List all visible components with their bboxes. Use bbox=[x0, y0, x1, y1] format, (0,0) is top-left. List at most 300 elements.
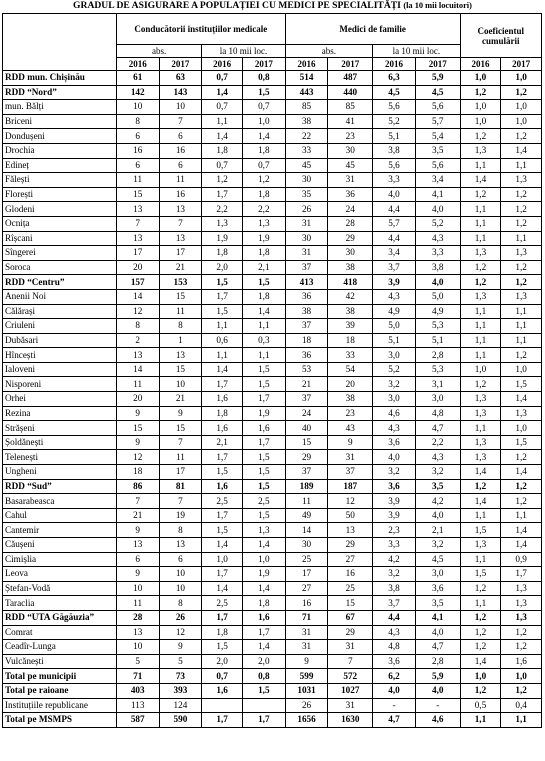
table-cell: 587 bbox=[116, 713, 159, 728]
table-cell: 1,5 bbox=[242, 362, 285, 377]
table-row bbox=[3, 508, 542, 523]
table-cell: 1656 bbox=[285, 713, 328, 728]
row-label: Criuleni bbox=[3, 319, 117, 334]
table-cell: 514 bbox=[285, 71, 328, 86]
row-label: Telenești bbox=[3, 450, 117, 465]
table-row bbox=[3, 187, 542, 202]
table-row bbox=[3, 289, 542, 304]
table-cell: 1,2 bbox=[460, 581, 501, 596]
table-cell: 403 bbox=[116, 683, 159, 698]
table-cell: 1,4 bbox=[242, 304, 285, 319]
table-cell: 37 bbox=[328, 465, 373, 480]
table-cell: 1,1 bbox=[460, 552, 501, 567]
table-cell: 17 bbox=[159, 465, 202, 480]
table-cell: 6,3 bbox=[373, 71, 416, 86]
table-cell: 1,8 bbox=[242, 596, 285, 611]
table-cell: 43 bbox=[328, 421, 373, 436]
table-cell: 6 bbox=[116, 129, 159, 144]
table-cell: 5,1 bbox=[373, 129, 416, 144]
table-cell: 11 bbox=[285, 494, 328, 509]
table-cell: 1,2 bbox=[460, 479, 501, 494]
table-cell: 30 bbox=[328, 246, 373, 261]
table-cell: 13 bbox=[328, 523, 373, 538]
table-cell: 1,1 bbox=[202, 114, 243, 129]
table-cell: 1,1 bbox=[501, 508, 542, 523]
header-year: 2017 bbox=[159, 58, 202, 71]
table-cell: 1,1 bbox=[242, 348, 285, 363]
table-cell: 3,8 bbox=[415, 260, 460, 275]
table-cell: 4,4 bbox=[373, 610, 416, 625]
table-cell: 5,2 bbox=[415, 216, 460, 231]
table-cell: 1,2 bbox=[501, 348, 542, 363]
table-cell: 38 bbox=[328, 304, 373, 319]
table-cell: 4,5 bbox=[415, 85, 460, 100]
table-cell: 1,3 bbox=[460, 435, 501, 450]
table-cell: 3,5 bbox=[415, 596, 460, 611]
header-per10k: la 10 mii loc. bbox=[373, 45, 460, 58]
table-row bbox=[3, 216, 542, 231]
table-cell: 12 bbox=[159, 625, 202, 640]
table-cell: 10 bbox=[159, 581, 202, 596]
table-row bbox=[3, 640, 542, 655]
row-label: RDD mun. Chișinău bbox=[3, 71, 117, 86]
table-cell: 4,0 bbox=[373, 450, 416, 465]
header-year: 2017 bbox=[415, 58, 460, 71]
row-label: RDD “Sud” bbox=[3, 479, 117, 494]
table-cell: 31 bbox=[328, 640, 373, 655]
table-cell: 30 bbox=[285, 173, 328, 188]
table-cell: 4,9 bbox=[373, 304, 416, 319]
table-cell: 33 bbox=[328, 348, 373, 363]
table-row bbox=[3, 158, 542, 173]
table-cell: 7 bbox=[159, 216, 202, 231]
table-cell: 1,2 bbox=[501, 640, 542, 655]
table-cell: 1,4 bbox=[460, 494, 501, 509]
table-row bbox=[3, 683, 542, 698]
table-row bbox=[3, 669, 542, 684]
table-cell: 1,4 bbox=[242, 129, 285, 144]
table-cell: 1,2 bbox=[501, 216, 542, 231]
table-cell: 28 bbox=[328, 216, 373, 231]
table-cell: 14 bbox=[285, 523, 328, 538]
table-cell: 5,6 bbox=[415, 158, 460, 173]
table-cell: 7 bbox=[116, 216, 159, 231]
table-cell: 53 bbox=[285, 362, 328, 377]
table-cell: 0,3 bbox=[242, 333, 285, 348]
table-cell: 13 bbox=[116, 348, 159, 363]
table-cell: 4,3 bbox=[415, 450, 460, 465]
header-conducatori: Conducătorii instituțiilor medicale bbox=[116, 14, 285, 45]
table-cell: 1,5 bbox=[242, 465, 285, 480]
row-label: Fălești bbox=[3, 173, 117, 188]
table-cell: 443 bbox=[285, 85, 328, 100]
table-cell: 42 bbox=[328, 289, 373, 304]
row-label: Ceadîr-Lunga bbox=[3, 640, 117, 655]
table-cell: 1,1 bbox=[242, 319, 285, 334]
table-cell: 5,6 bbox=[373, 100, 416, 115]
table-cell: 5,2 bbox=[373, 114, 416, 129]
table-row bbox=[3, 523, 542, 538]
table-cell: 16 bbox=[328, 567, 373, 582]
table-cell: 4,5 bbox=[415, 552, 460, 567]
table-cell: 1,1 bbox=[501, 304, 542, 319]
table-cell: 4,2 bbox=[415, 494, 460, 509]
table-cell: 1,0 bbox=[501, 669, 542, 684]
table-cell: 6 bbox=[159, 552, 202, 567]
table-cell: 2,2 bbox=[202, 202, 243, 217]
table-cell: 1,5 bbox=[202, 304, 243, 319]
table-row bbox=[3, 450, 542, 465]
table-cell: 7 bbox=[159, 114, 202, 129]
table-cell: 1,1 bbox=[202, 348, 243, 363]
table-cell: 12 bbox=[116, 450, 159, 465]
table-cell: 81 bbox=[159, 479, 202, 494]
table-cell: 9 bbox=[116, 435, 159, 450]
table-cell: 1,1 bbox=[501, 319, 542, 334]
table-row bbox=[3, 100, 542, 115]
table-cell: 29 bbox=[328, 625, 373, 640]
table-cell: 11 bbox=[116, 173, 159, 188]
table-cell: 1,2 bbox=[460, 683, 501, 698]
table-cell: 1,1 bbox=[202, 319, 243, 334]
table-row bbox=[3, 596, 542, 611]
table-cell: 113 bbox=[116, 698, 159, 713]
table-cell: 1,5 bbox=[202, 523, 243, 538]
table-cell: 1,1 bbox=[501, 333, 542, 348]
table-cell: 413 bbox=[285, 275, 328, 290]
table-cell: 1,5 bbox=[242, 450, 285, 465]
header-year: 2016 bbox=[285, 58, 328, 71]
table-cell: 11 bbox=[159, 450, 202, 465]
table-cell: 31 bbox=[328, 698, 373, 713]
table-cell: 38 bbox=[285, 304, 328, 319]
table-cell: 1,1 bbox=[501, 158, 542, 173]
table-cell: 4,6 bbox=[415, 713, 460, 728]
table-cell: 1,5 bbox=[202, 275, 243, 290]
table-cell: 9 bbox=[116, 523, 159, 538]
table-cell: 0,8 bbox=[242, 71, 285, 86]
table-cell: 38 bbox=[328, 260, 373, 275]
table-cell: 5,3 bbox=[415, 362, 460, 377]
table-cell: 4,0 bbox=[415, 275, 460, 290]
row-label: Briceni bbox=[3, 114, 117, 129]
table-cell: 1,1 bbox=[460, 333, 501, 348]
table-cell: 1,2 bbox=[460, 640, 501, 655]
table-cell bbox=[242, 698, 285, 713]
table-cell: 2,8 bbox=[415, 348, 460, 363]
header-year: 2017 bbox=[242, 58, 285, 71]
table-cell: 4,9 bbox=[415, 304, 460, 319]
table-row bbox=[3, 377, 542, 392]
table-cell: 36 bbox=[328, 187, 373, 202]
table-cell: 3,6 bbox=[373, 435, 416, 450]
table-cell: 153 bbox=[159, 275, 202, 290]
table-cell: 23 bbox=[328, 406, 373, 421]
row-label: mun. Bălți bbox=[3, 100, 117, 115]
table-cell: 1,2 bbox=[460, 187, 501, 202]
table-cell: 86 bbox=[116, 479, 159, 494]
table-cell: 0,4 bbox=[501, 698, 542, 713]
table-row bbox=[3, 348, 542, 363]
row-label: Orhei bbox=[3, 392, 117, 407]
table-cell: 1,2 bbox=[501, 260, 542, 275]
table-cell: 3,2 bbox=[373, 567, 416, 582]
table-cell: 1,5 bbox=[202, 465, 243, 480]
table-cell: 2,0 bbox=[202, 654, 243, 669]
row-label: Rîșcani bbox=[3, 231, 117, 246]
table-cell: 9 bbox=[328, 435, 373, 450]
table-cell: 13 bbox=[116, 538, 159, 553]
table-cell: 1031 bbox=[285, 683, 328, 698]
table-cell: 2,5 bbox=[242, 494, 285, 509]
table-cell: 1,6 bbox=[202, 479, 243, 494]
table-cell: 67 bbox=[328, 610, 373, 625]
row-label: Călărași bbox=[3, 304, 117, 319]
table-cell: 1,7 bbox=[202, 567, 243, 582]
table-cell: 3,3 bbox=[415, 246, 460, 261]
header-medici-familie: Medici de familie bbox=[285, 14, 460, 45]
table-cell: 21 bbox=[159, 260, 202, 275]
table-cell: 143 bbox=[159, 85, 202, 100]
table-cell: 1,7 bbox=[202, 450, 243, 465]
table-cell: 8 bbox=[159, 596, 202, 611]
table-cell: 15 bbox=[159, 289, 202, 304]
table-cell: 18 bbox=[285, 333, 328, 348]
table-cell: 19 bbox=[159, 508, 202, 523]
table-cell: 21 bbox=[159, 392, 202, 407]
table-cell: 1027 bbox=[328, 683, 373, 698]
row-label: Șoldănești bbox=[3, 435, 117, 450]
table-row bbox=[3, 143, 542, 158]
table-row bbox=[3, 362, 542, 377]
table-cell: 20 bbox=[328, 377, 373, 392]
table-row bbox=[3, 260, 542, 275]
table-cell: 1,7 bbox=[202, 508, 243, 523]
table-cell: 30 bbox=[328, 143, 373, 158]
table-cell: 5,9 bbox=[415, 71, 460, 86]
table-cell: 1,7 bbox=[242, 392, 285, 407]
table-cell: 3,8 bbox=[373, 143, 416, 158]
table-cell: 1,9 bbox=[242, 406, 285, 421]
table-cell: 37 bbox=[285, 392, 328, 407]
table-cell: 1,8 bbox=[242, 143, 285, 158]
table-row bbox=[3, 173, 542, 188]
table-cell: 1,3 bbox=[501, 596, 542, 611]
table-cell: 18 bbox=[116, 465, 159, 480]
table-cell: 5,0 bbox=[415, 289, 460, 304]
table-cell: 33 bbox=[285, 143, 328, 158]
table-cell: 1,6 bbox=[202, 683, 243, 698]
table-cell: 157 bbox=[116, 275, 159, 290]
table-cell: 24 bbox=[328, 202, 373, 217]
table-cell: 38 bbox=[285, 114, 328, 129]
table-cell: 4,0 bbox=[415, 625, 460, 640]
table-cell: 4,3 bbox=[373, 421, 416, 436]
table-cell: 5 bbox=[116, 654, 159, 669]
table-cell: 3,7 bbox=[373, 596, 416, 611]
table-cell: 1,7 bbox=[242, 713, 285, 728]
row-label: Edineț bbox=[3, 158, 117, 173]
table-cell: 9 bbox=[159, 406, 202, 421]
table-cell: 4,1 bbox=[415, 610, 460, 625]
table-row bbox=[3, 71, 542, 86]
table-cell: 2 bbox=[116, 333, 159, 348]
table-cell: 1,9 bbox=[242, 567, 285, 582]
table-cell: 35 bbox=[285, 187, 328, 202]
table-cell: 1,5 bbox=[242, 479, 285, 494]
table-cell: 15 bbox=[159, 362, 202, 377]
table-row bbox=[3, 246, 542, 261]
table-cell: 11 bbox=[159, 173, 202, 188]
header-coeficient: Coeficientul cumulării bbox=[460, 14, 541, 58]
table-cell: 25 bbox=[328, 581, 373, 596]
table-cell: 5,0 bbox=[373, 319, 416, 334]
row-label: Ștefan-Vodă bbox=[3, 581, 117, 596]
table-cell: 1,2 bbox=[460, 129, 501, 144]
table-cell: 2,3 bbox=[373, 523, 416, 538]
table-cell: 1,2 bbox=[460, 275, 501, 290]
table-cell: 31 bbox=[285, 625, 328, 640]
table-cell: 1,3 bbox=[460, 392, 501, 407]
table-cell: 85 bbox=[285, 100, 328, 115]
table-cell: 2,5 bbox=[202, 494, 243, 509]
table-cell: 10 bbox=[116, 640, 159, 655]
table-cell: 1,3 bbox=[501, 289, 542, 304]
table-cell: 4,4 bbox=[373, 202, 416, 217]
table-cell: 3,6 bbox=[373, 654, 416, 669]
table-cell: 1,1 bbox=[501, 713, 542, 728]
table-cell: 3,3 bbox=[373, 538, 416, 553]
table-cell: 1,6 bbox=[202, 392, 243, 407]
row-label: RDD “UTA Găgăuzia” bbox=[3, 610, 117, 625]
table-cell: 3,2 bbox=[373, 377, 416, 392]
table-cell: 50 bbox=[328, 508, 373, 523]
table-cell: 4,1 bbox=[415, 187, 460, 202]
table-cell: 49 bbox=[285, 508, 328, 523]
table-cell: 1,5 bbox=[242, 275, 285, 290]
table-cell: 9 bbox=[116, 406, 159, 421]
table-cell: 1,5 bbox=[202, 640, 243, 655]
table-cell: 2,1 bbox=[415, 523, 460, 538]
table-cell: 7 bbox=[159, 435, 202, 450]
row-label: Drochia bbox=[3, 143, 117, 158]
table-cell: 3,1 bbox=[415, 377, 460, 392]
table-cell: 25 bbox=[285, 552, 328, 567]
row-label: Ungheni bbox=[3, 465, 117, 480]
table-row bbox=[3, 479, 542, 494]
table-cell: 14 bbox=[116, 289, 159, 304]
table-cell: 1,8 bbox=[202, 143, 243, 158]
title-main: GRADUL DE ASIGURARE A POPULAȚIEI CU MEDICI PE SPECIALITĂȚI bbox=[73, 0, 401, 11]
table-cell: 1,1 bbox=[501, 231, 542, 246]
table-cell: 71 bbox=[116, 669, 159, 684]
table-cell: 0,7 bbox=[242, 100, 285, 115]
table-cell: 45 bbox=[285, 158, 328, 173]
table-cell: 3,2 bbox=[373, 465, 416, 480]
table-cell: 5,6 bbox=[373, 158, 416, 173]
table-cell: 1,6 bbox=[202, 421, 243, 436]
table-cell: 1,1 bbox=[460, 216, 501, 231]
table-cell bbox=[202, 698, 243, 713]
table-cell: 1,2 bbox=[501, 85, 542, 100]
table-header bbox=[3, 14, 542, 71]
table-cell: 17 bbox=[285, 567, 328, 582]
table-cell: 3,0 bbox=[415, 567, 460, 582]
table-cell: 3,4 bbox=[415, 173, 460, 188]
table-cell: 1,2 bbox=[501, 275, 542, 290]
row-label: Ialoveni bbox=[3, 362, 117, 377]
table-row bbox=[3, 129, 542, 144]
table-cell: 2,5 bbox=[202, 596, 243, 611]
table-cell: 54 bbox=[328, 362, 373, 377]
table-cell: 39 bbox=[328, 319, 373, 334]
table-cell: 2,1 bbox=[242, 260, 285, 275]
row-label: Basarabeasca bbox=[3, 494, 117, 509]
table-row bbox=[3, 465, 542, 480]
table-cell: 1,3 bbox=[501, 246, 542, 261]
table-row bbox=[3, 713, 542, 728]
table-cell: 1,8 bbox=[202, 406, 243, 421]
table-cell: 1,7 bbox=[202, 610, 243, 625]
table-cell: 13 bbox=[116, 202, 159, 217]
table-cell: 1,4 bbox=[460, 173, 501, 188]
table-cell: 1,1 bbox=[460, 202, 501, 217]
row-label: Nisporeni bbox=[3, 377, 117, 392]
table-cell: 6 bbox=[116, 552, 159, 567]
table-cell: 1,3 bbox=[460, 289, 501, 304]
table-cell: 63 bbox=[159, 71, 202, 86]
table-cell: 7 bbox=[116, 494, 159, 509]
table-cell: 8 bbox=[116, 319, 159, 334]
table-cell: 16 bbox=[159, 143, 202, 158]
table-cell: 6 bbox=[159, 158, 202, 173]
header-year: 2016 bbox=[202, 58, 243, 71]
table-cell: 1,1 bbox=[460, 304, 501, 319]
table-cell: 15 bbox=[116, 187, 159, 202]
header-year: 2017 bbox=[328, 58, 373, 71]
table-row bbox=[3, 333, 542, 348]
table-cell: 1,3 bbox=[501, 581, 542, 596]
table-cell: 393 bbox=[159, 683, 202, 698]
table-cell: 31 bbox=[285, 216, 328, 231]
table-cell: 1,3 bbox=[501, 610, 542, 625]
table-cell: 1,0 bbox=[460, 362, 501, 377]
table-cell: 2,0 bbox=[242, 654, 285, 669]
table-cell: 11 bbox=[116, 377, 159, 392]
table-cell: 5,7 bbox=[373, 216, 416, 231]
table-cell: 2,2 bbox=[242, 202, 285, 217]
table-cell: 1,2 bbox=[242, 173, 285, 188]
table-cell: 1,1 bbox=[460, 319, 501, 334]
table-cell: 1,2 bbox=[501, 494, 542, 509]
table-cell: 1,3 bbox=[460, 143, 501, 158]
table-cell: 1,2 bbox=[460, 625, 501, 640]
table-cell: 1,1 bbox=[460, 231, 501, 246]
table-cell: 4,7 bbox=[415, 640, 460, 655]
table-row bbox=[3, 552, 542, 567]
table-cell: 4,5 bbox=[373, 85, 416, 100]
row-label: Cantemir bbox=[3, 523, 117, 538]
table-cell: 31 bbox=[328, 450, 373, 465]
table-cell: 1,0 bbox=[501, 71, 542, 86]
table-cell: 4,3 bbox=[373, 625, 416, 640]
table-cell: 4,8 bbox=[373, 640, 416, 655]
table-cell: 1,1 bbox=[460, 421, 501, 436]
table-cell: 4,0 bbox=[415, 202, 460, 217]
table-cell: 1,1 bbox=[460, 508, 501, 523]
table-cell: 1,2 bbox=[501, 187, 542, 202]
table-cell: 29 bbox=[328, 231, 373, 246]
